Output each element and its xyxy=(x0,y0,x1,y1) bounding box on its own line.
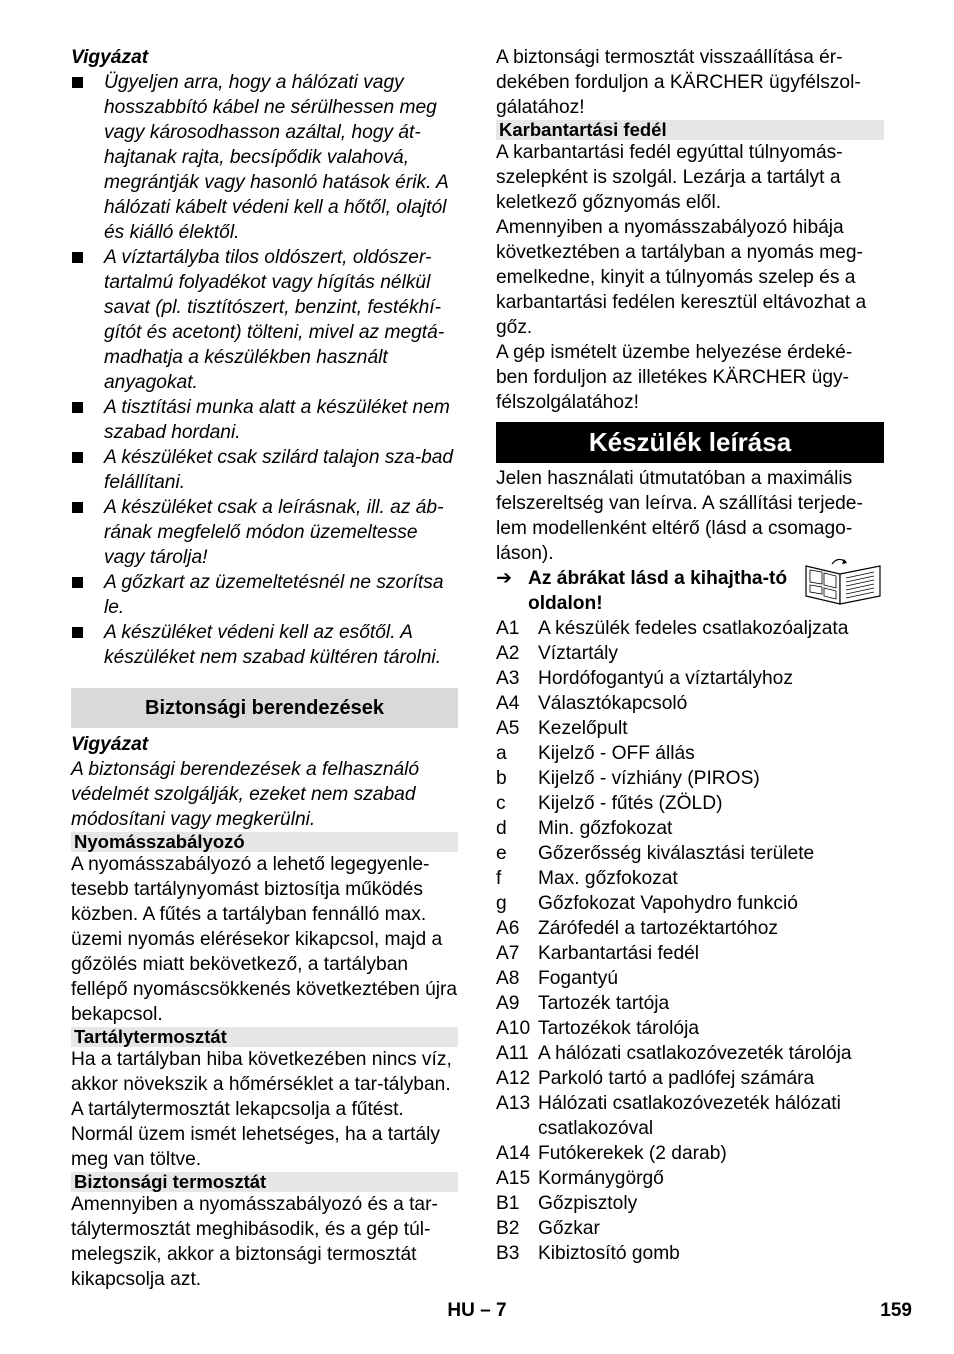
part-label: Min. gőzfokozat xyxy=(538,818,673,839)
part-item xyxy=(496,816,884,841)
part-label: A készülék fedeles csatlakozóaljzata xyxy=(538,618,849,639)
part-label: Fogantyú xyxy=(538,968,619,989)
part-label: Karbantartási fedél xyxy=(538,943,700,964)
arrow-right-icon: ➔ xyxy=(496,568,513,589)
device-description-text: Jelen használati útmutatóban a maximális felszereltség van leírva. A szállítási terjede-lem modellenként eltérő (lásd a csomago-láson). xyxy=(496,468,863,564)
caution-label: Vigyázat xyxy=(71,47,149,68)
part-code: c xyxy=(496,793,506,814)
safety-thermostat-heading: Biztonsági termosztát xyxy=(71,1172,458,1192)
part-item xyxy=(496,1016,884,1041)
part-label: Kijelző - OFF állás xyxy=(538,743,695,764)
part-code: B1 xyxy=(496,1193,520,1214)
square-bullet-icon xyxy=(72,627,83,638)
part-code: f xyxy=(496,868,502,889)
part-code: A2 xyxy=(496,643,520,664)
part-label: Hordófogantyú a víztartályhoz xyxy=(538,668,793,689)
caution-bullet-list xyxy=(71,70,458,670)
part-code: A7 xyxy=(496,943,520,964)
part-label: Gőzkar xyxy=(538,1218,600,1239)
part-code: A15 xyxy=(496,1168,531,1189)
caution-label: Vigyázat xyxy=(71,734,149,755)
part-label: Hálózati csatlakozóvezeték hálózati csatlakozóval xyxy=(538,1093,841,1139)
part-label: Választókapcsoló xyxy=(538,693,688,714)
part-label: Gőzpisztoly xyxy=(538,1193,638,1214)
left-column xyxy=(71,45,458,1292)
bullet-item: Ügyeljen arra, hogy a hálózati vagy hosszabbító kábel ne sérülhessen meg vagy károsodhasson azáltal, hogy át-hajtanak rajta, becsípődik valahová, megrántják vagy hasonló hatások érik. A hálózati kábelt védeni kell a hőtől, olajtól és kiálló élektől. xyxy=(71,70,458,245)
parts-list xyxy=(496,616,884,1266)
part-item xyxy=(496,616,884,641)
part-code: g xyxy=(496,893,507,914)
part-label: Tartozék tartója xyxy=(538,993,670,1014)
part-label: A hálózati csatlakozóvezeték tárolója xyxy=(538,1043,852,1064)
tank-thermostat-text: Ha a tartályban hiba következében nincs víz, akkor növekszik a hőmérséklet a tar-tályban. A tartálytermosztát lekapcsolja a fűtést. Normál üzem ismét lehetséges, ha a tartály meg van töltve. xyxy=(71,1049,452,1170)
part-item xyxy=(496,741,884,766)
bullet-item: A készüléket csak a leírásnak, ill. az áb-rának megfelelő módon üzemeltesse vagy tárolja! xyxy=(71,495,458,570)
page-number: 159 xyxy=(880,1300,912,1321)
part-item xyxy=(496,891,884,916)
part-item xyxy=(496,1216,884,1241)
part-code: e xyxy=(496,843,507,864)
part-code: A8 xyxy=(496,968,520,989)
maintenance-cover-heading: Karbantartási fedél xyxy=(496,120,884,140)
part-label: Gőzfokozat Vapohydro funkció xyxy=(538,893,798,914)
square-bullet-icon xyxy=(72,77,83,88)
maintenance-cover-text: A gép ismételt üzembe helyezése érdeké-ben forduljon az illetékes KÄRCHER ügy-félszolgálatához! xyxy=(496,342,853,413)
part-code: A10 xyxy=(496,1018,531,1039)
bullet-item: A tisztítási munka alatt a készüléket nem szabad hordani. xyxy=(71,395,458,445)
pressure-regulator-text: A nyomásszabályozó a lehető legegyenle-tesebb tartálynyomást biztosítja működés közben. A fűtés a tartályban fennálló max. üzemi nyomás elérésekor kikapcsol, majd a gőzölés miatt bekövetkező, a tartályban fellépő nyomáscsökkenés következtében újra bekapcsol. xyxy=(71,854,458,1025)
bullet-item: A víztartályba tilos oldószert, oldószer-tartalmú folyadékot vagy hígítás nélkül savat (pl. tisztítószert, benzint, festékhí-gítót és acetont) tölteni, mivel az megtá-madhatja a készülékben használt anyagokat. xyxy=(71,245,458,395)
part-code: A11 xyxy=(496,1043,529,1064)
part-item xyxy=(496,1091,884,1141)
maintenance-cover-text: Amennyiben a nyomásszabályozó hibája következtében a tartályban a nyomás meg-emelkedne, kinyit a túlnyomás szelep és a karbantartási fedélen keresztül eltávozhat a gőz. xyxy=(496,217,867,338)
part-label: Gőzerősség kiválasztási területe xyxy=(538,843,815,864)
part-code: A14 xyxy=(496,1143,531,1164)
part-label: Tartozékok tárolója xyxy=(538,1018,700,1039)
part-item xyxy=(496,941,884,966)
bullet-item: A gőzkart az üzemeltetésnél ne szorítsa le. xyxy=(71,570,458,620)
part-code: d xyxy=(496,818,507,839)
part-code: A12 xyxy=(496,1068,531,1089)
safety-devices-heading: Biztonsági berendezések xyxy=(71,688,458,728)
part-item xyxy=(496,991,884,1016)
open-book-icon xyxy=(802,556,884,606)
right-column xyxy=(496,45,884,1266)
part-label: Kibiztosító gomb xyxy=(538,1243,680,1264)
square-bullet-icon xyxy=(72,502,83,513)
part-label: Víztartály xyxy=(538,643,618,664)
part-item xyxy=(496,641,884,666)
part-code: A6 xyxy=(496,918,520,939)
pressure-regulator-heading: Nyomásszabályozó xyxy=(71,832,458,852)
thermostat-reset-text: A biztonsági termosztát visszaállítása ér-dekében forduljon a KÄRCHER ügyfélszol-gálatához! xyxy=(496,47,861,118)
part-label: Parkoló tartó a padlófej számára xyxy=(538,1068,815,1089)
part-code: A1 xyxy=(496,618,520,639)
page-section-label: HU – 7 xyxy=(447,1300,507,1321)
part-item xyxy=(496,916,884,941)
part-code: A9 xyxy=(496,993,520,1014)
bullet-item: A készüléket csak szilárd talajon sza-bad felállítani. xyxy=(71,445,458,495)
square-bullet-icon xyxy=(72,452,83,463)
square-bullet-icon xyxy=(72,402,83,413)
part-code: A5 xyxy=(496,718,520,739)
maintenance-cover-text: A karbantartási fedél egyúttal túlnyomás-szelepként is szolgál. Lezárja a tartályt a keletkező gőznyomás elől. xyxy=(496,142,843,213)
caution-text: A biztonsági berendezések a felhasználó védelmét szolgálják, ezeket nem szabad módosítani vagy megkerülni. xyxy=(71,759,420,830)
part-item xyxy=(496,766,884,791)
part-code: b xyxy=(496,768,507,789)
part-code: B3 xyxy=(496,1243,520,1264)
part-item xyxy=(496,1141,884,1166)
part-label: Zárófedél a tartozéktartóhoz xyxy=(538,918,778,939)
part-label: Kijelző - fűtés (ZÖLD) xyxy=(538,793,723,814)
part-item xyxy=(496,716,884,741)
part-label: Futókerekek (2 darab) xyxy=(538,1143,727,1164)
part-code: A4 xyxy=(496,693,520,714)
part-item xyxy=(496,666,884,691)
part-item xyxy=(496,791,884,816)
part-item xyxy=(496,1241,884,1266)
part-item xyxy=(496,1166,884,1191)
part-item xyxy=(496,691,884,716)
part-label: Max. gőzfokozat xyxy=(538,868,678,889)
part-label: Kormánygörgő xyxy=(538,1168,664,1189)
part-item xyxy=(496,866,884,891)
part-code: a xyxy=(496,743,507,764)
square-bullet-icon xyxy=(72,577,83,588)
square-bullet-icon xyxy=(72,252,83,263)
part-item xyxy=(496,1191,884,1216)
figure-note: ➔ Az ábrákat lásd a kihajtha-tó oldalon! xyxy=(496,566,884,616)
part-item xyxy=(496,966,884,991)
part-code: A13 xyxy=(496,1093,531,1114)
part-item xyxy=(496,841,884,866)
part-label: Kijelző - vízhiány (PIROS) xyxy=(538,768,760,789)
part-item xyxy=(496,1066,884,1091)
bullet-item: A készüléket védeni kell az esőtől. A készüléket nem szabad kültéren tárolni. xyxy=(71,620,458,670)
tank-thermostat-heading: Tartálytermosztát xyxy=(71,1027,458,1047)
part-item xyxy=(496,1041,884,1066)
part-label: Kezelőpult xyxy=(538,718,628,739)
part-code: A3 xyxy=(496,668,520,689)
device-description-title: Készülék leírása xyxy=(496,422,884,463)
safety-thermostat-text: Amennyiben a nyomásszabályozó és a tar-tálytermosztát meghibásodik, és a gép túl-melegszik, akkor a biztonsági termosztát kikapcsolja azt. xyxy=(71,1194,438,1290)
part-code: B2 xyxy=(496,1218,520,1239)
